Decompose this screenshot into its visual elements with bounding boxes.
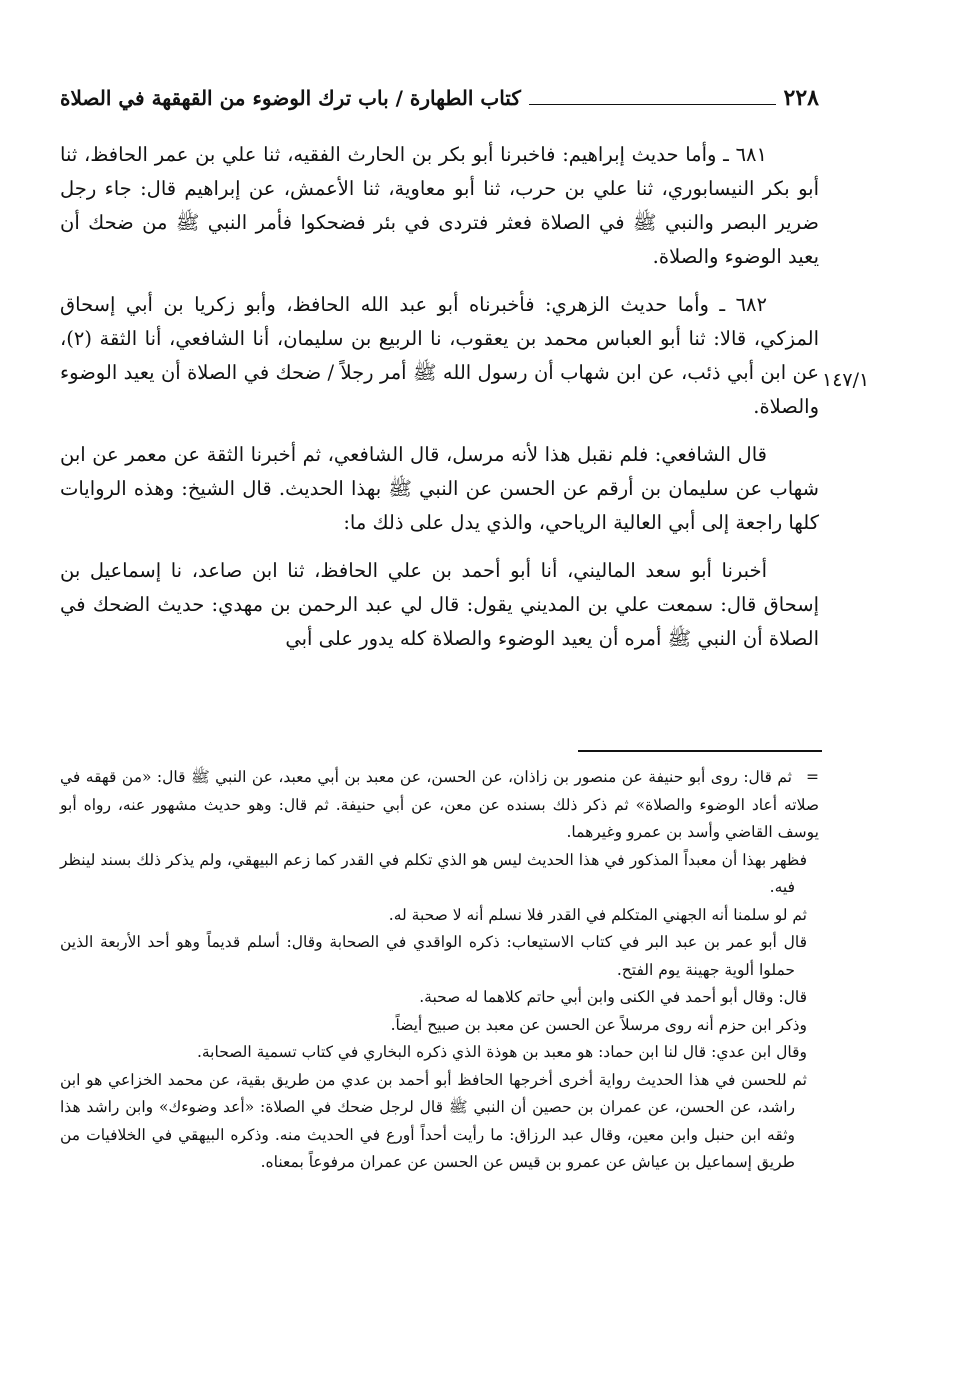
footnote-text: ثم قال: روى أبو حنيفة عن منصور بن زاذان، عن الحسن، عن معبد بن أبي معبد، عن النبي ﷺ قال: «من قهقه في صلاته أعاد الوضوء والصلاة» ثم ذكر ذلك بسنده عن معن، عن أبي حنيفة. ثم قال: وهو حديث مشهور عنه، رواه أبو يوسف القاضي وأسد بن عمرو وغيرهما.	[60, 768, 819, 841]
footnote-line	[60, 764, 819, 847]
running-title: كتاب الطهارة / باب ترك الوضوء من القهقهة في الصلاة	[60, 86, 521, 110]
footnotes	[60, 764, 819, 1177]
footnote-line: فظهر بهذا أن معبداً المذكور في هذا الحديث ليس هو الذي تكلم في القدر كما زعم البيهقي، ولم يذكر ذلك بسند لينظر فيه.	[60, 850, 807, 896]
footnote-line: ثم لو سلمنا أنه الجهني المتكلم في القدر فلا نسلم أنه لا صحبة له.	[388, 905, 807, 924]
header-rule	[529, 104, 776, 105]
footnote-line: قال: وقال أبو أحمد في الكنى وابن أبي حاتم كلاهما له صحبة.	[419, 988, 807, 1006]
paragraph-akhbarana: أخبرنا أبو سعد الماليني، أنا أبو أحمد بن علي الحافظ، ثنا ابن صاعد، نا إسماعيل بن إسحاق قال: سمعت علي بن المديني يقول: قال لي عبد الرحمن بن مهدي: حديث الضحك في الصلاة أن النبي ﷺ أمره أن يعيد الوضوء والصلاة كله يدور على أبي	[60, 559, 819, 650]
footnote-line: وذكر ابن حزم أنه روى مرسلاً عن الحسن عن معبد بن صبيح أيضاً.	[390, 1015, 807, 1034]
continuation-mark: =	[806, 768, 819, 786]
paragraph-shafii: قال الشافعي: فلم نقبل هذا لأنه مرسل، قال الشافعي، ثم أخبرنا الثقة عن معمر عن ابن شهاب عن سليمان بن أرقم عن الحسن عن النبي ﷺ بهذا الحديث. قال الشيخ: وهذه الروايات كلها راجعة إلى أبي العالية الرياحي، والذي يدل على ذلك ما:	[60, 443, 819, 534]
main-text	[60, 138, 819, 670]
page-number: ٢٢٨	[783, 85, 819, 111]
footnote-line: وقال ابن عدي: قال لنا ابن حماد: هو معبد بن هوذة الذي ذكره البخاري في كتاب تسمية الصحابة.	[196, 1043, 807, 1061]
margin-reference: ١٤٧/١	[822, 369, 870, 391]
paragraph-682: ٦٨٢ ـ وأما حديث الزهري: فأخبرناه أبو عبد الله الحافظ، وأبو زكريا بن أبي إسحاق المزكي، قالا: ثنا أبو العباس محمد بن يعقوب، نا الربيع بن سليمان، أنا الشافعي، أنا الثقة (٢)، عن ابن أبي ذئب، عن ابن شهاب أن رسول الله ﷺ أمر رجلاً / ضحك في الصلاة أن يعيد الوضوء والصلاة.	[60, 293, 819, 418]
footnote-line: ثم للحسن في هذا الحديث رواية أخرى أخرجها الحافظ أبو أحمد بن عدي من طريق بقية، عن محمد الخزاعي هو ابن راشد، عن الحسن، عن عمران بن حصين أن النبي ﷺ قال لرجل ضحك في الصلاة: «أعد وضوءك» وابن راشد هذا وثقه ابن حنبل وابن معين، وقال عبد الرزاق: ما رأيت أحداً أورع في الحديث منه. وذكره البيهقي في الخلافيات من طريق إسماعيل بن عياش عن عمرو بن قيس عن الحسن عن عمران مرفوعاً بمعناه.	[60, 1070, 807, 1171]
page-header	[60, 80, 819, 116]
footnote-line: قال أبو عمر بن عبد البر في كتاب الاستيعاب: ذكره الواقدي في الصحابة وقال: أسلم قديماً وهو أحد الأربعة الذين حملوا ألوية جهينة يوم الفتح.	[60, 933, 807, 979]
footnote-separator	[578, 750, 822, 752]
paragraph-681: ٦٨١ ـ وأما حديث إبراهيم: فاخبرنا أبو بكر بن الحارث الفقيه، ثنا علي بن عمر الحافظ، ثنا أبو بكر النيسابوري، ثنا علي بن حرب، ثنا أبو معاوية، ثنا الأعمش، عن إبراهيم قال: جاء رجل ضرير البصر والنبي ﷺ في الصلاة فعثر فتردى في بئر فضحكوا فأمر النبي ﷺ من ضحك أن يعيد الوضوء والصلاة.	[60, 143, 819, 268]
